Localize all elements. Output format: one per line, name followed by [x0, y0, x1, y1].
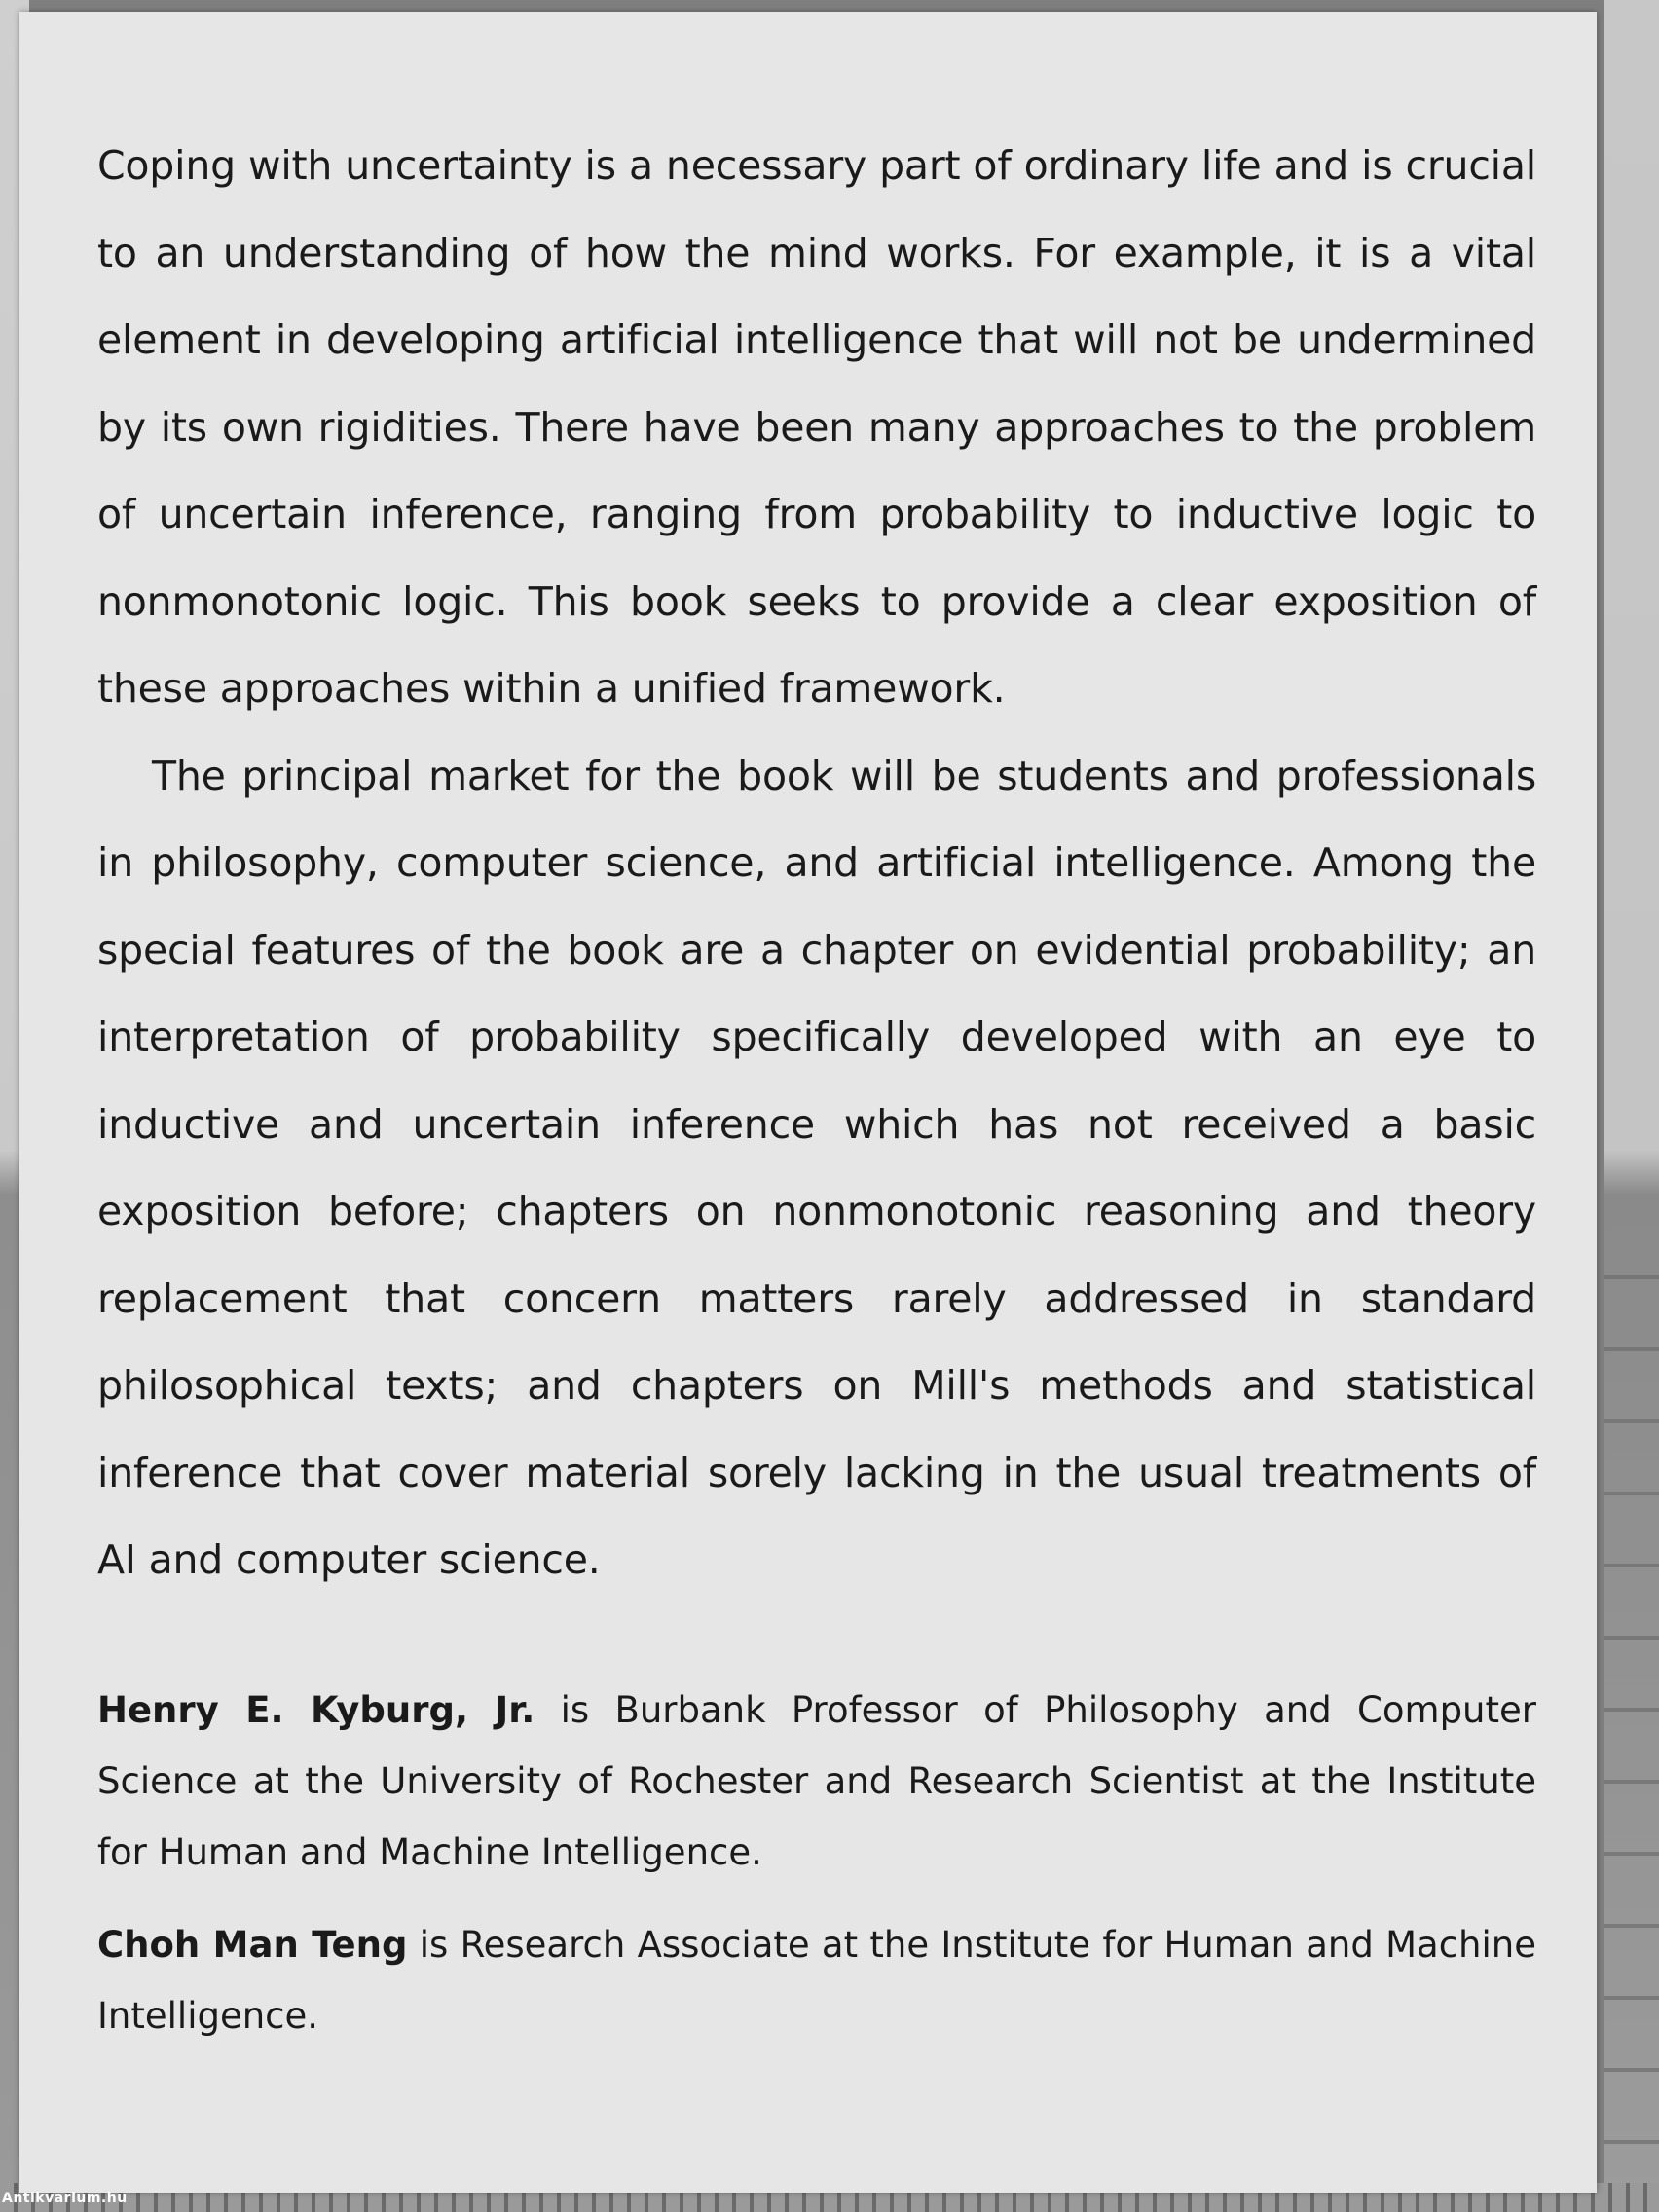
author-bio-text: is Research Associate at the Institute for Human and Machine Intelligence.: [97, 1923, 1536, 2037]
author-name: Choh Man Teng: [97, 1923, 408, 1966]
watermark-text: Antikvarium.hu: [2, 2191, 128, 2206]
flap-text: [97, 123, 1536, 2073]
author-bio-kyburg: [97, 1675, 1536, 1888]
description-paragraph-2: The principal market for the book will be students and professionals in philosophy, computer science, and artificial intelligence. Among the special features of the book are a chapter on evidential probability; an interpretation of probability specifically developed with an eye to inductive and uncertain inference which has not received a basic exposition before; chapters on nonmonotonic reasoning and theory replacement that concern matters rarely addressed in standard philosophical texts; and chapters on Mill's methods and statistical inference that cover material sorely lacking in the usual treatments of AI and computer science.: [97, 752, 1536, 1583]
book-flap-page: [19, 12, 1597, 2193]
author-name: Henry E. Kyburg, Jr.: [97, 1688, 535, 1731]
description-paragraph-1: Coping with uncertainty is a necessary part of ordinary life and is crucial to an understanding of how the mind works. For example, it is a vital element in developing artificial intelligence that will not be undermined by its own rigidities. There have been many approaches to the problem of uncertain inference, ranging from probability to inductive logic to nonmonotonic logic. This book seeks to provide a clear exposition of these approaches within a unified framework.: [97, 142, 1536, 712]
author-bios: [97, 1675, 1536, 2051]
background-pattern: [1604, 1207, 1659, 2181]
author-bio-teng: [97, 1909, 1536, 2051]
author-bio-text: is Burbank Professor of Philosophy and Computer Science at the University of Rochester and Research Scientist at the Institute for Human and Machine Intelligence.: [97, 1688, 1536, 1873]
